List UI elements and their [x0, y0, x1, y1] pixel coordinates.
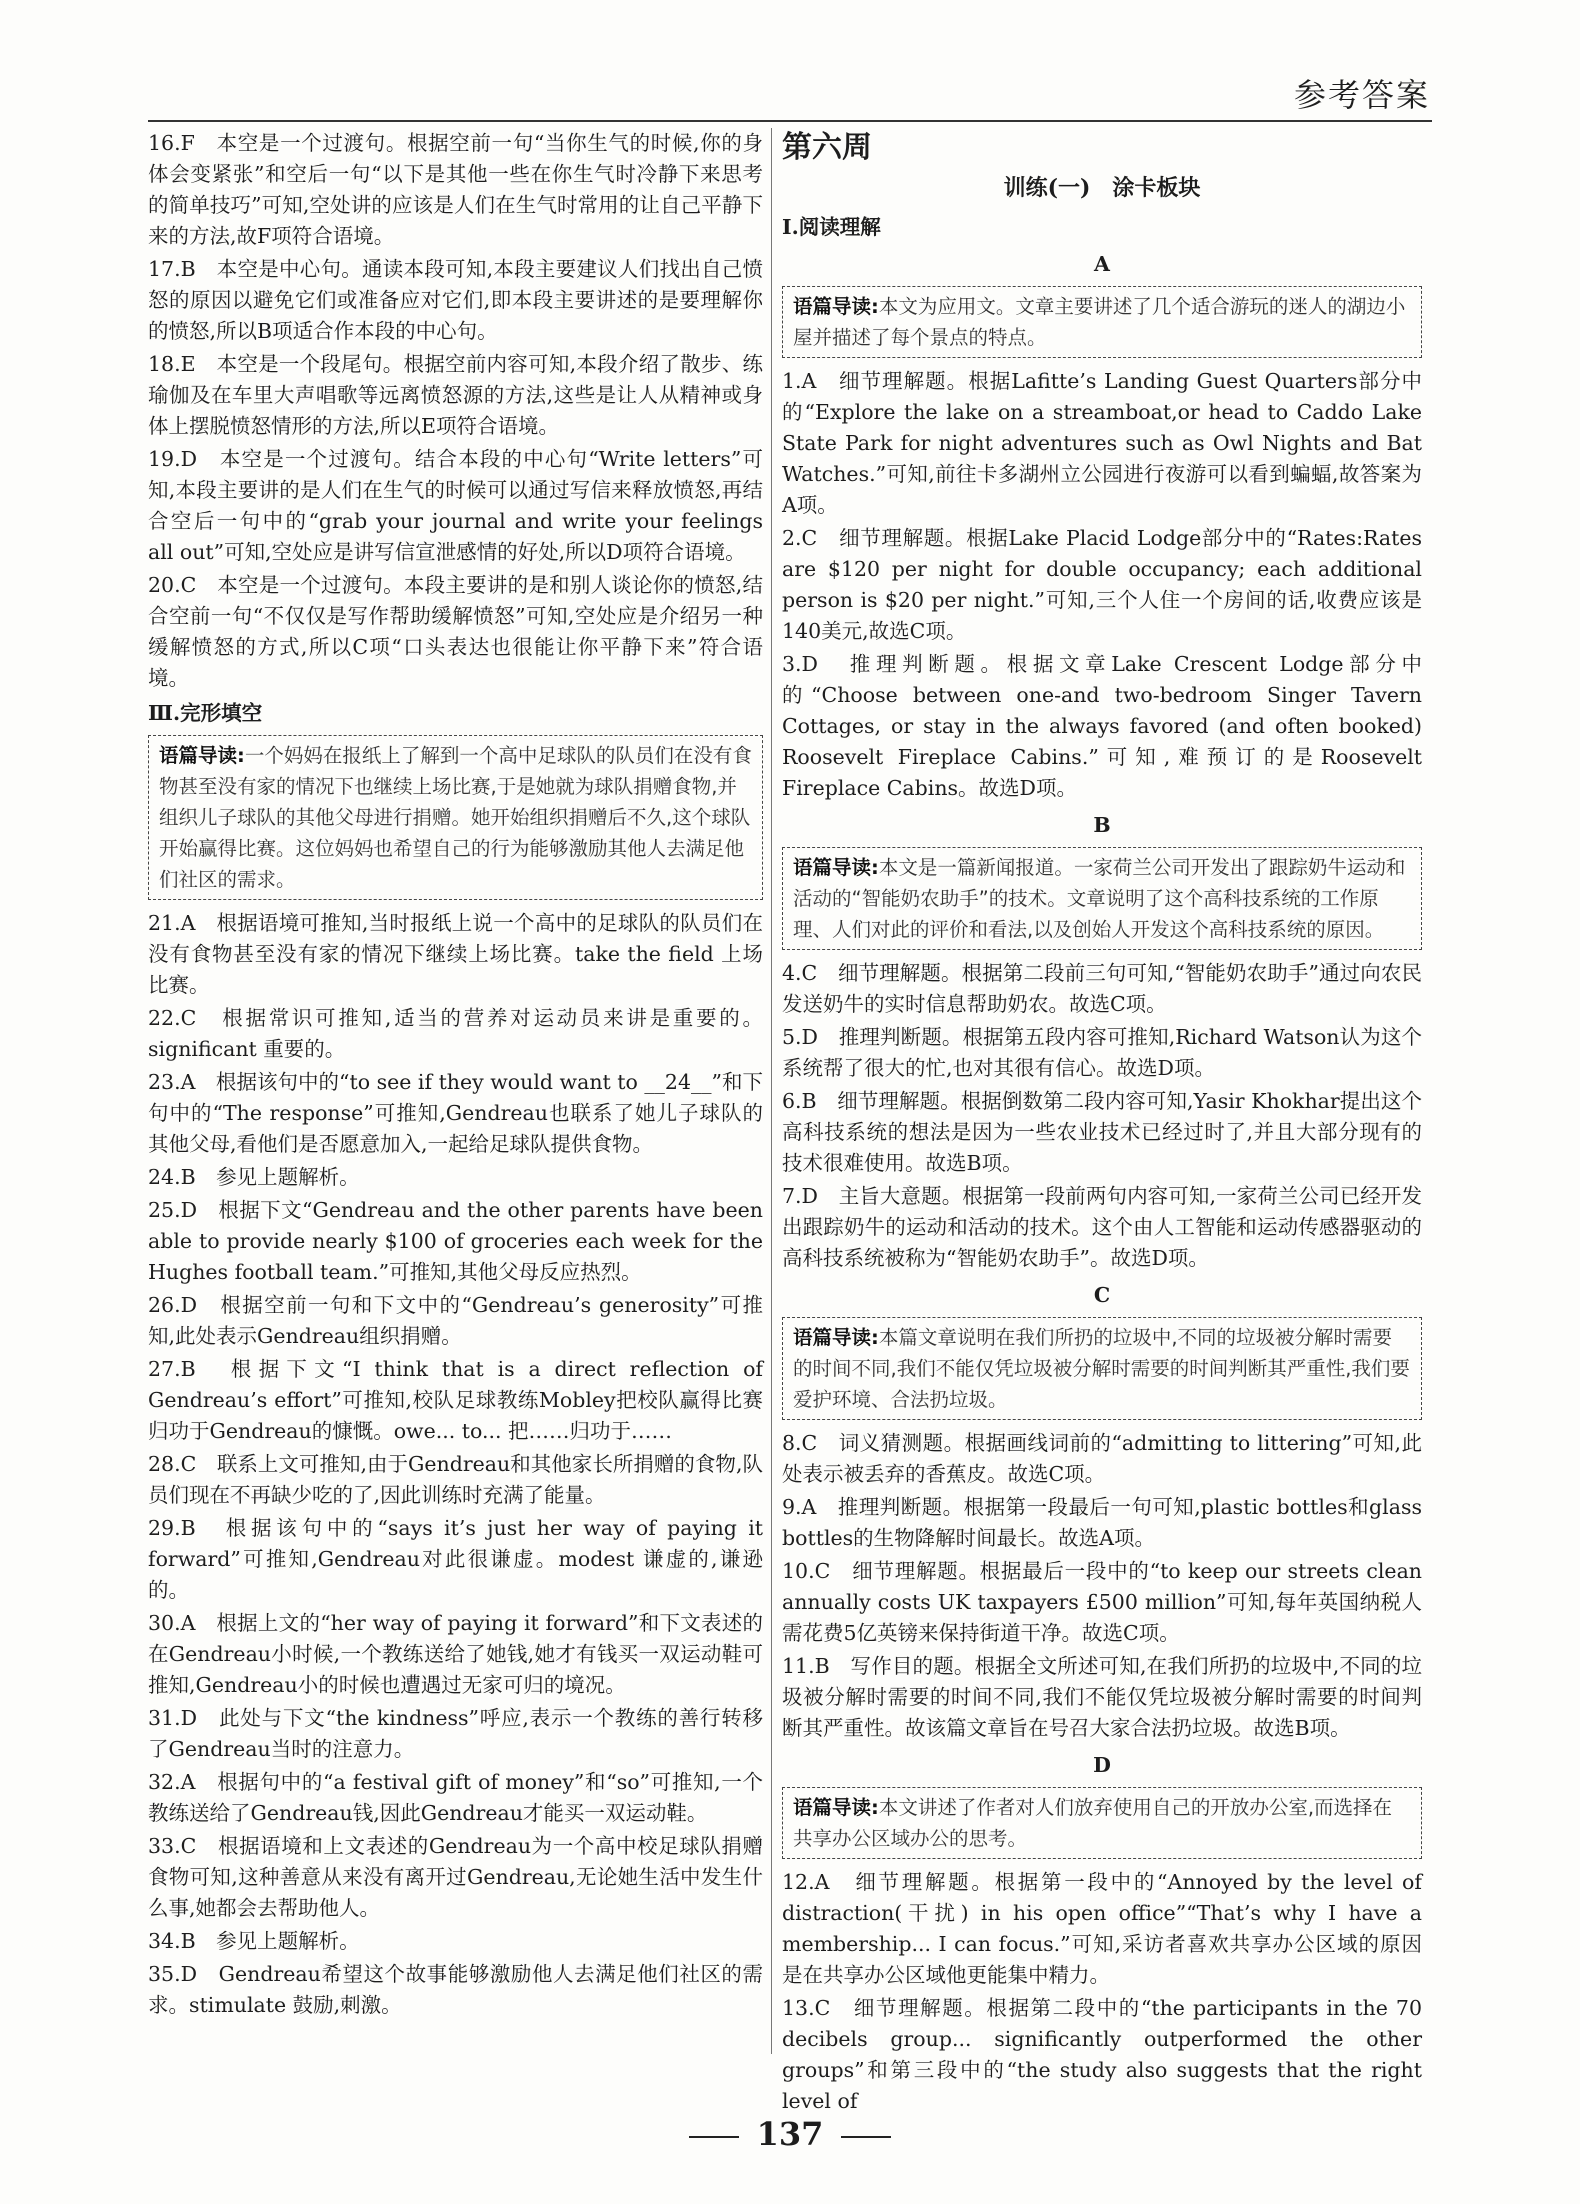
- answer-item: 16.F 本空是一个过渡句。根据空前一句“当你生气的时候,你的身体会变紧张”和空后一句“以下是其他一些在你生气时冷静下来思考的简单技巧”可知,空处讲的应该是人们在生气时常用的让自己平静下来的方法,故F项符合语境。: [148, 131, 763, 248]
- footer-dash-left: [689, 2136, 739, 2138]
- answer-item: 20.C 本空是一个过渡句。本段主要讲的是和别人谈论你的愤怒,结合空前一句“不仅仅是写作帮助缓解愤怒”可知,空处应是介绍另一种缓解愤怒的方式,所以C项“口头表达也很能让你平静下来”符合语境。: [148, 573, 763, 690]
- guide-label: 语篇导读:: [793, 856, 879, 879]
- page-header-title: 参考答案: [1293, 76, 1430, 114]
- answer-item: 23.A 根据该句中的“to see if they would want to __24__”和下句中的“The response”可推知,Gendreau也联系了她儿子球队的其他父母,看他们是否愿意加入,一起给足球队提供食物。: [148, 1070, 763, 1156]
- answer-list-matching: [148, 128, 763, 694]
- column-divider: [771, 128, 772, 2054]
- page-footer: [0, 2115, 1580, 2153]
- answer-item: 26.D 根据空前一句和下文中的“Gendreau’s generosity”可推知,此处表示Gendreau组织捐赠。: [148, 1293, 763, 1348]
- guide-label: 语篇导读:: [793, 295, 879, 318]
- week-title: 第六周: [782, 130, 872, 165]
- answer-item: 6.B 细节理解题。根据倒数第二段内容可知,Yasir Khokhar提出这个高科技系统的想法是因为一些农业技术已经过时了,并且大部分现有的技术很难使用。故选B项。: [782, 1089, 1422, 1175]
- header-rule: [148, 120, 1432, 122]
- answer-item: 18.E 本空是一个段尾句。根据空前内容可知,本段介绍了散步、练瑜伽及在车里大声唱歌等远离愤怒源的方法,这些是让人从精神或身体上摆脱愤怒情形的方法,所以E项符合语境。: [148, 352, 763, 438]
- passage-letter: D: [1093, 1753, 1111, 1777]
- footer-dash-right: [841, 2136, 891, 2138]
- answer-item: 32.A 根据句中的“a festival gift of money”和“so”可推知,一个教练送给了Gendreau钱,因此Gendreau才能买一双运动鞋。: [148, 1770, 763, 1825]
- answer-item: 28.C 联系上文可推知,由于Gendreau和其他家长所捐赠的食物,队员们现在不再缺少吃的了,因此训练时充满了能量。: [148, 1452, 763, 1507]
- passage-letter: C: [1093, 1283, 1111, 1307]
- answer-item: 24.B 参见上题解析。: [148, 1165, 360, 1189]
- guide-text: 本文是一篇新闻报道。一家荷兰公司开发出了跟踪奶牛运动和活动的“智能奶农助手”的技术。文章说明了这个高科技系统的工作原理、人们对此的评价和看法,以及创始人开发这个高科技系统的原因。: [793, 856, 1406, 941]
- answer-item: 29.B 根据该句中的“says it’s just her way of paying it forward”可推知,Gendreau对此很谦虚。modest 谦虚的,谦逊的。: [148, 1516, 763, 1602]
- guide-text: 本文为应用文。文章主要讲述了几个适合游玩的迷人的湖边小屋并描述了每个景点的特点。: [793, 295, 1406, 349]
- answer-item: 30.A 根据上文的“her way of paying it forward”和下文表述的在Gendreau小时候,一个教练送给了她钱,她才有钱买一双运动鞋可推知,Gendreau小的时候也遭遇过无家可归的境况。: [148, 1611, 763, 1697]
- answer-item: 8.C 词义猜测题。根据画线词前的“admitting to littering”可知,此处表示被丢弃的香蕉皮。故选C项。: [782, 1431, 1422, 1486]
- passage-a: [782, 249, 1422, 804]
- answer-item: 3.D 推理判断题。根据文章Lake Crescent Lodge部分中的“Choose between one-and two-bedroom Singer Tavern Cottages, or stay in the always favored (and often booked) Roosevelt Fireplace Cabins.”可知,难预订的是Roosevelt Fireplace Cabins。故选D项。: [782, 652, 1422, 800]
- training-title: 训练(一) 涂卡板块: [1003, 175, 1201, 201]
- guide-label: 语篇导读:: [793, 1326, 879, 1349]
- section-heading-reading: Ⅰ.阅读理解: [782, 215, 881, 239]
- answer-item: 31.D 此处与下文“the kindness”呼应,表示一个教练的善行转移了Gendreau当时的注意力。: [148, 1706, 763, 1761]
- passage-d: [782, 1750, 1422, 2117]
- passage-letter: B: [1093, 813, 1111, 837]
- answer-list-cloze: [148, 908, 763, 2021]
- passage-letter: A: [1094, 252, 1110, 276]
- answer-item: 10.C 细节理解题。根据最后一段中的“to keep our streets clean annually costs UK taxpayers £500 million”可知,每年英国纳税人需花费5亿英镑来保持街道干净。故选C项。: [782, 1559, 1422, 1645]
- right-column: [782, 128, 1422, 2119]
- section-heading-cloze: Ⅲ.完形填空: [148, 701, 263, 725]
- answer-item: 22.C 根据常识可推知,适当的营养对运动员来讲是重要的。significant 重要的。: [148, 1006, 763, 1061]
- answer-item: 21.A 根据语境可推知,当时报纸上说一个高中的足球队的队员们在没有食物甚至没有家的情况下继续上场比赛。take the field 上场比赛。: [148, 911, 763, 997]
- answer-item: 5.D 推理判断题。根据第五段内容可推知,Richard Watson认为这个系统帮了很大的忙,也对其很有信心。故选D项。: [782, 1025, 1422, 1080]
- answer-item: 33.C 根据语境和上文表述的Gendreau为一个高中校足球队捐赠食物可知,这种善意从来没有离开过Gendreau,无论她生活中发生什么事,她都会去帮助他人。: [148, 1834, 763, 1920]
- page-number: 137: [756, 2115, 824, 2153]
- answer-item: 2.C 细节理解题。根据Lake Placid Lodge部分中的“Rates:Rates are $120 per night for double occupancy; each additional person is $20 per night.”可知,三个人住一个房间的话,收费应该是140美元,故选C项。: [782, 526, 1422, 643]
- answer-item: 34.B 参见上题解析。: [148, 1929, 360, 1953]
- guide-label: 语篇导读:: [793, 1796, 879, 1819]
- answer-item: 4.C 细节理解题。根据第二段前三句可知,“智能奶农助手”通过向农民发送奶牛的实时信息帮助奶农。故选C项。: [782, 961, 1422, 1016]
- reading-guide-box: [148, 735, 763, 900]
- reading-guide-box: [782, 1317, 1422, 1420]
- guide-text: 一个妈妈在报纸上了解到一个高中足球队的队员们在没有食物甚至没有家的情况下也继续上场比赛,于是她就为球队捐赠食物,并组织儿子球队的其他父母进行捐赠。她开始组织捐赠后不久,这个球队开始赢得比赛。这位妈妈也希望自己的行为能够激励其他人去满足他们社区的需求。: [159, 744, 752, 891]
- passage-c: [782, 1280, 1422, 1744]
- answer-item: 17.B 本空是中心句。通读本段可知,本段主要建议人们找出自己愤怒的原因以避免它们或准备应对它们,即本段主要讲述的是要理解你的愤怒,所以B项适合作本段的中心句。: [148, 257, 763, 343]
- answer-item: 25.D 根据下文“Gendreau and the other parents have been able to provide nearly $100 of groceries each week for the Hughes football team.”可推知,其他父母反应热烈。: [148, 1198, 763, 1284]
- reading-guide-box: [782, 1787, 1422, 1859]
- answer-item: 11.B 写作目的题。根据全文所述可知,在我们所扔的垃圾中,不同的垃圾被分解时需要的时间不同,我们不能仅凭垃圾被分解时需要的时间判断其严重性。故该篇文章旨在号召大家合法扔垃圾。故选B项。: [782, 1654, 1422, 1740]
- answer-item: 13.C 细节理解题。根据第二段中的“the participants in the 70 decibels group... significantly outperformed the other groups”和第三段中的“the study also suggests that the right level of: [782, 1996, 1422, 2113]
- answer-item: 7.D 主旨大意题。根据第一段前两句内容可知,一家荷兰公司已经开发出跟踪奶牛的运动和活动的技术。这个由人工智能和运动传感器驱动的高科技系统被称为“智能奶农助手”。故选D项。: [782, 1184, 1422, 1270]
- guide-text: 本篇文章说明在我们所扔的垃圾中,不同的垃圾被分解时需要的时间不同,我们不能仅凭垃圾被分解时需要的时间判断其严重性,我们要爱护环境、合法扔垃圾。: [793, 1326, 1410, 1411]
- answer-item: 1.A 细节理解题。根据Lafitte’s Landing Guest Quarters部分中的“Explore the lake on a streamboat,or head to Caddo Lake State Park for night adventures such as Owl Nights and Bat Watches.”可知,前往卡多湖州立公园进行夜游可以看到蝙蝠,故答案为A项。: [782, 369, 1422, 517]
- answer-item: 12.A 细节理解题。根据第一段中的“Annoyed by the level of distraction(干扰) in his open office”“That’s why I have a membership... I can focus.”可知,采访者喜欢共享办公区域的原因是在共享办公区域他更能集中精力。: [782, 1870, 1422, 1987]
- reading-guide-box: [782, 847, 1422, 950]
- answer-item: 35.D Gendreau希望这个故事能够激励他人去满足他们社区的需求。stimulate 鼓励,刺激。: [148, 1962, 763, 2017]
- guide-text: 本文讲述了作者对人们放弃使用自己的开放办公室,而选择在共享办公区域办公的思考。: [793, 1796, 1393, 1850]
- answer-item: 27.B 根据下文“I think that is a direct reflection of Gendreau’s effort”可推知,校队足球教练Mobley把校队赢得比赛归功于Gendreau的慷慨。owe... to... 把……归功于……: [148, 1357, 763, 1443]
- answer-item: 19.D 本空是一个过渡句。结合本段的中心句“Write letters”可知,本段主要讲的是人们在生气的时候可以通过写信来释放愤怒,再结合空后一句中的“grab your journal and write your feelings all out”可知,空处应是讲写信宣泄感情的好处,所以D项符合语境。: [148, 447, 763, 564]
- answer-item: 9.A 推理判断题。根据第一段最后一句可知,plastic bottles和glass bottles的生物降解时间最长。故选A项。: [782, 1495, 1422, 1550]
- left-column: [148, 128, 763, 2023]
- reading-guide-box: [782, 286, 1422, 358]
- guide-label: 语篇导读:: [159, 744, 245, 767]
- passage-b: [782, 810, 1422, 1274]
